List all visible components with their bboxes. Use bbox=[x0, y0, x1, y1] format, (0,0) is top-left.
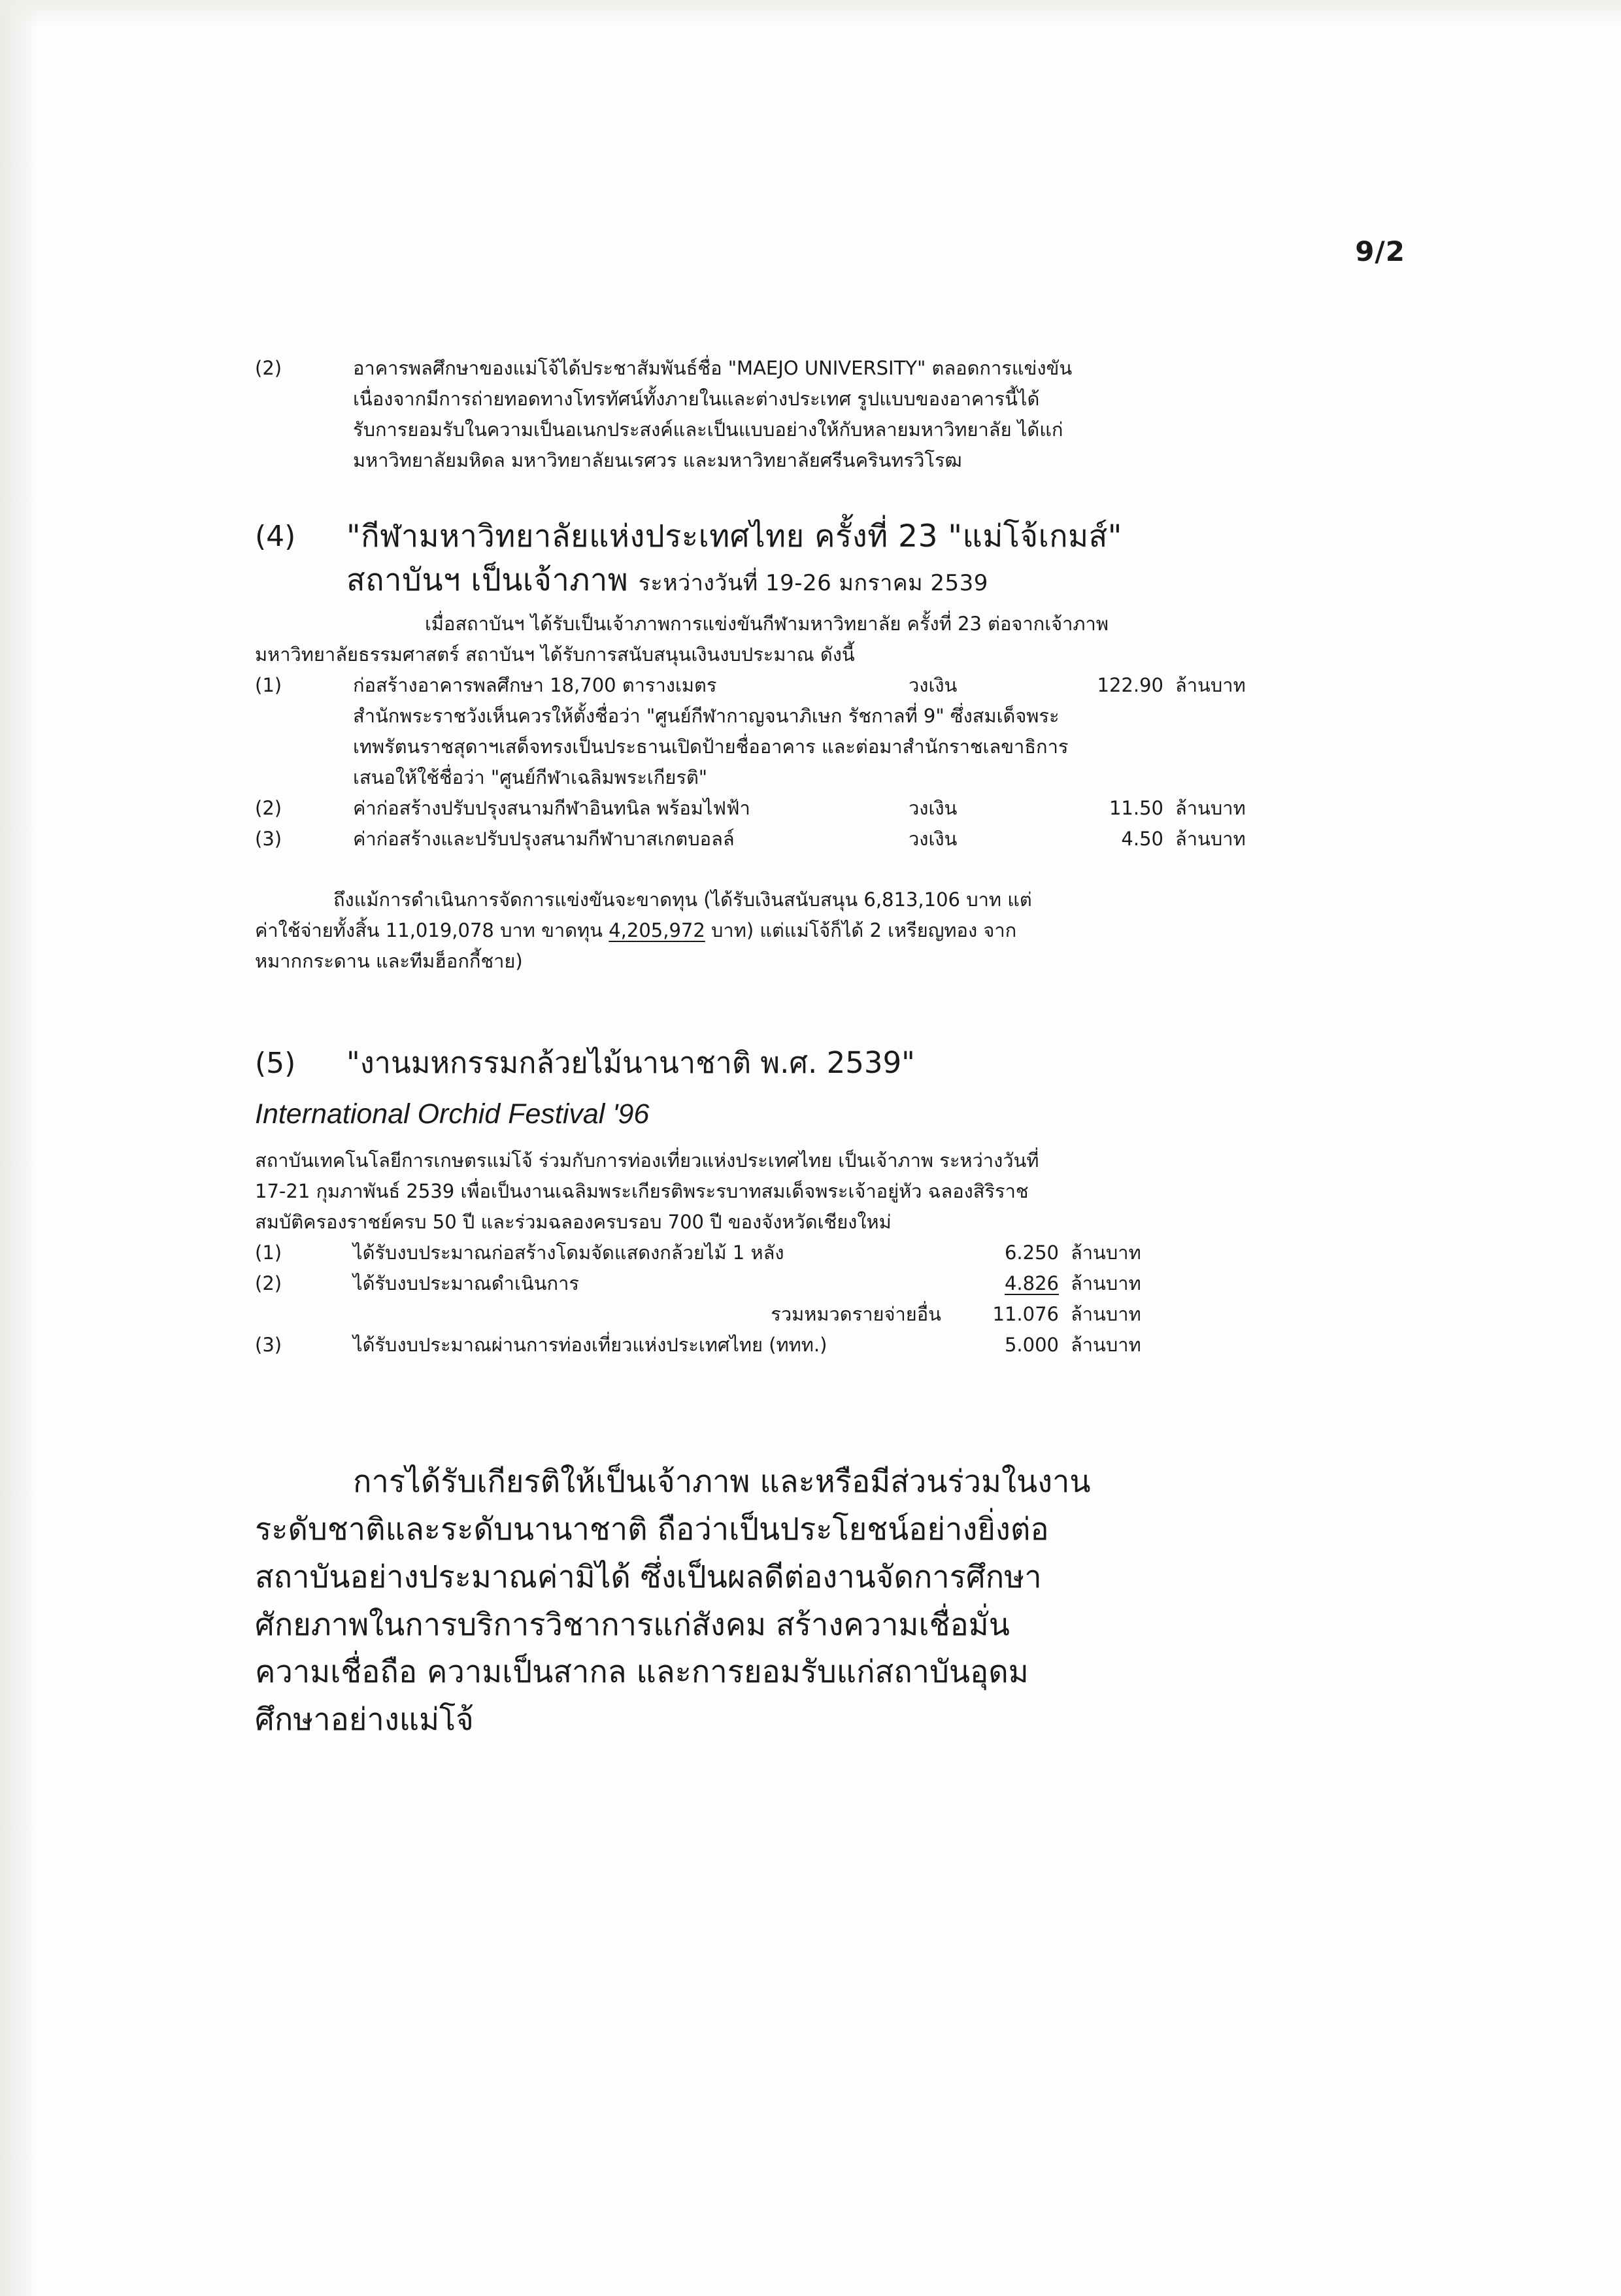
section-marker: (5) bbox=[255, 1047, 296, 1080]
section-4-heading bbox=[255, 515, 1399, 602]
summary-line-2 bbox=[255, 915, 1399, 946]
item-desc: ได้รับงบประมาณดำเนินการ bbox=[353, 1272, 579, 1295]
heading-thai: "งานมหกรรมกล้วยไม้นานาชาติ พ.ศ. 2539" bbox=[346, 1045, 915, 1080]
budget-row bbox=[255, 1268, 1399, 1299]
scan-edge-top bbox=[0, 0, 1621, 26]
list-marker: (2) bbox=[255, 357, 282, 379]
budget-row bbox=[255, 793, 1399, 824]
spacer bbox=[255, 854, 1399, 885]
item-desc: ค่าก่อสร้างปรับปรุงสนามกีฬาอินทนิล พร้อมไฟฟ้า bbox=[353, 797, 750, 820]
section-5-heading bbox=[255, 1042, 1399, 1085]
item-label: วงเงิน bbox=[909, 797, 958, 820]
heading-line-2-main: สถาบันฯ เป็นเจ้าภาพ bbox=[346, 562, 629, 598]
item-label: วงเงิน bbox=[909, 674, 958, 697]
section-marker: (4) bbox=[255, 519, 296, 553]
item-amount: 4.826 bbox=[1004, 1272, 1059, 1295]
section-heading-text bbox=[346, 515, 1122, 602]
intro-line-2: มหาวิทยาลัยธรรมศาสตร์ สถาบันฯ ได้รับการสนับสนุนเงินงบประมาณ ดังนี้ bbox=[255, 643, 855, 666]
budget-row bbox=[255, 1299, 1399, 1330]
section-4-summary bbox=[255, 885, 1399, 977]
list-body bbox=[353, 353, 1373, 476]
item-label: วงเงิน bbox=[909, 828, 958, 851]
summary-text-a: ค่าใช้จ่ายทั้งสิ้น 11,019,078 บาท ขาดทุน bbox=[255, 919, 609, 942]
item-marker: (3) bbox=[255, 828, 282, 851]
spacer bbox=[255, 977, 1399, 1022]
text-line: การได้รับเกียรติให้เป็นเจ้าภาพ และหรือมีส่วนร่วมในงาน bbox=[353, 1463, 1091, 1500]
item-marker: (3) bbox=[255, 1334, 282, 1356]
heading-line-2 bbox=[346, 559, 1122, 603]
summary-line-3: หมากกระดาน และทีมฮ็อกกี้ชาย) bbox=[255, 950, 523, 973]
text-line: ความเชื่อถือ ความเป็นสากล และการยอมรับแก่สถาบันอุดม bbox=[255, 1654, 1029, 1691]
deficit-amount: 4,205,972 bbox=[609, 919, 705, 942]
budget-row bbox=[255, 1238, 1399, 1268]
item-unit: ล้านบาท bbox=[1175, 797, 1246, 820]
scan-edge-left bbox=[0, 0, 39, 2296]
list-item-2 bbox=[255, 353, 1399, 476]
item-unit: ล้านบาท bbox=[1175, 828, 1246, 851]
budget-row bbox=[255, 670, 1399, 701]
text-line: อาคารพลศึกษาของแม่โจ้ได้ประชาสัมพันธ์ชื่อ "MAEJO UNIVERSITY" ตลอดการแข่งขัน bbox=[353, 357, 1073, 379]
item-amount: 5.000 bbox=[1004, 1334, 1059, 1356]
item-amount: 6.250 bbox=[1004, 1241, 1059, 1264]
item-continuation bbox=[255, 701, 1399, 793]
section-5-paragraph bbox=[255, 1145, 1399, 1238]
text-line: สมบัติครองราชย์ครบ 50 ปี และร่วมฉลองครบรอบ 700 ปี ของจังหวัดเชียงใหม่ bbox=[255, 1211, 892, 1234]
section-5-items bbox=[255, 1238, 1399, 1360]
budget-row bbox=[255, 824, 1399, 854]
text-line: ศักยภาพในการบริการวิชาการแก่สังคม สร้างความเชื่อมั่น bbox=[255, 1606, 1010, 1643]
text-line: มหาวิทยาลัยมหิดล มหาวิทยาลัยนเรศวร และมหาวิทยาลัยศรีนครินทรวิโรฒ bbox=[353, 448, 962, 471]
item-unit: ล้านบาท bbox=[1071, 1272, 1141, 1295]
item-amount: 4.50 bbox=[1121, 828, 1163, 851]
heading-line-2-date: ระหว่างวันที่ 19-26 มกราคม 2539 bbox=[638, 569, 988, 596]
heading-line-1: "กีฬามหาวิทยาลัยแห่งประเทศไทย ครั้งที่ 23 "แม่โจ้เกมส์" bbox=[346, 518, 1122, 554]
text-line: เสนอให้ใช้ชื่อว่า "ศูนย์กีฬาเฉลิมพระเกียรติ" bbox=[353, 766, 708, 789]
item-unit: ล้านบาท bbox=[1071, 1334, 1141, 1356]
item-desc: รวมหมวดรายจ่ายอื่น bbox=[771, 1303, 941, 1326]
item-amount: 122.90 bbox=[1097, 674, 1163, 697]
budget-row bbox=[255, 1330, 1399, 1360]
item-desc: ได้รับงบประมาณก่อสร้างโดมจัดแสดงกล้วยไม้ 1 หลัง bbox=[353, 1241, 784, 1264]
text-line: เทพรัตนราชสุดาฯเสด็จทรงเป็นประธานเปิดป้ายชื่ออาคาร และต่อมาสำนักราชเลขาธิการ bbox=[353, 735, 1069, 758]
text-line: สถาบันเทคโนโลยีการเกษตรแม่โจ้ ร่วมกับการท่องเที่ยวแห่งประเทศไทย เป็นเจ้าภาพ ระหว่างวันที่ bbox=[255, 1149, 1039, 1172]
text-line: ระดับชาติและระดับนานาชาติ ถือว่าเป็นประโยชน์อย่างยิ่งต่อ bbox=[255, 1511, 1049, 1547]
section-4-items bbox=[255, 670, 1399, 854]
summary-text-b: บาท) แต่แม่โจ้ก็ได้ 2 เหรียญทอง จาก bbox=[705, 919, 1017, 942]
item-amount: 11.076 bbox=[992, 1303, 1059, 1326]
heading-english: International Orchid Festival '96 bbox=[255, 1098, 650, 1130]
text-line: 17-21 กุมภาพันธ์ 2539 เพื่อเป็นงานเฉลิมพระเกียรติพระรบาทสมเด็จพระเจ้าอยู่หัว ฉลองสิริราช bbox=[255, 1180, 1029, 1203]
item-amount: 11.50 bbox=[1109, 797, 1163, 820]
item-marker: (2) bbox=[255, 1272, 282, 1295]
summary-line-1: ถึงแม้การดำเนินการจัดการแข่งขันจะขาดทุน (ได้รับเงินสนับสนุน 6,813,106 บาท แต่ bbox=[333, 888, 1032, 911]
text-line: ศึกษาอย่างแม่โจ้ bbox=[255, 1702, 474, 1738]
item-marker: (2) bbox=[255, 797, 282, 820]
item-marker: (1) bbox=[255, 1241, 282, 1264]
section-5-heading-text bbox=[346, 1042, 915, 1083]
text-line: รับการยอมรับในความเป็นอเนกประสงค์และเป็นแบบอย่างให้กับหลายมหาวิทยาลัย ได้แก่ bbox=[353, 418, 1063, 441]
item-unit: ล้านบาท bbox=[1071, 1241, 1141, 1264]
text-line: สถาบันอย่างประมาณค่ามิได้ ซึ่งเป็นผลดีต่องานจัดการศึกษา bbox=[255, 1559, 1042, 1595]
item-unit: ล้านบาท bbox=[1175, 674, 1246, 697]
item-marker: (1) bbox=[255, 674, 282, 697]
item-unit: ล้านบาท bbox=[1071, 1303, 1141, 1326]
document-content bbox=[255, 353, 1399, 1744]
item-desc: ได้รับงบประมาณผ่านการท่องเที่ยวแห่งประเทศไทย (ททท.) bbox=[353, 1334, 827, 1356]
item-desc: ก่อสร้างอาคารพลศึกษา 18,700 ตารางเมตร bbox=[353, 674, 717, 697]
text-line: เนื่องจากมีการถ่ายทอดทางโทรทัศน์ทั้งภายในและต่างประเทศ รูปแบบของอาคารนี้ได้ bbox=[353, 387, 1040, 410]
item-desc: ค่าก่อสร้างและปรับปรุงสนามกีฬาบาสเกตบอลล์ bbox=[353, 828, 735, 851]
closing-paragraph bbox=[255, 1459, 1399, 1744]
text-line: สำนักพระราชวังเห็นควรให้ตั้งชื่อว่า "ศูนย์กีฬากาญจนาภิเษก รัชกาลที่ 9" ซึ่งสมเด็จพระ bbox=[353, 705, 1060, 728]
section-4-body bbox=[255, 609, 1399, 670]
page-number: 9/2 bbox=[1355, 235, 1405, 267]
intro-line-1: เมื่อสถาบันฯ ได้รับเป็นเจ้าภาพการแข่งขันกีฬามหาวิทยาลัย ครั้งที่ 23 ต่อจากเจ้าภาพ bbox=[425, 613, 1109, 635]
